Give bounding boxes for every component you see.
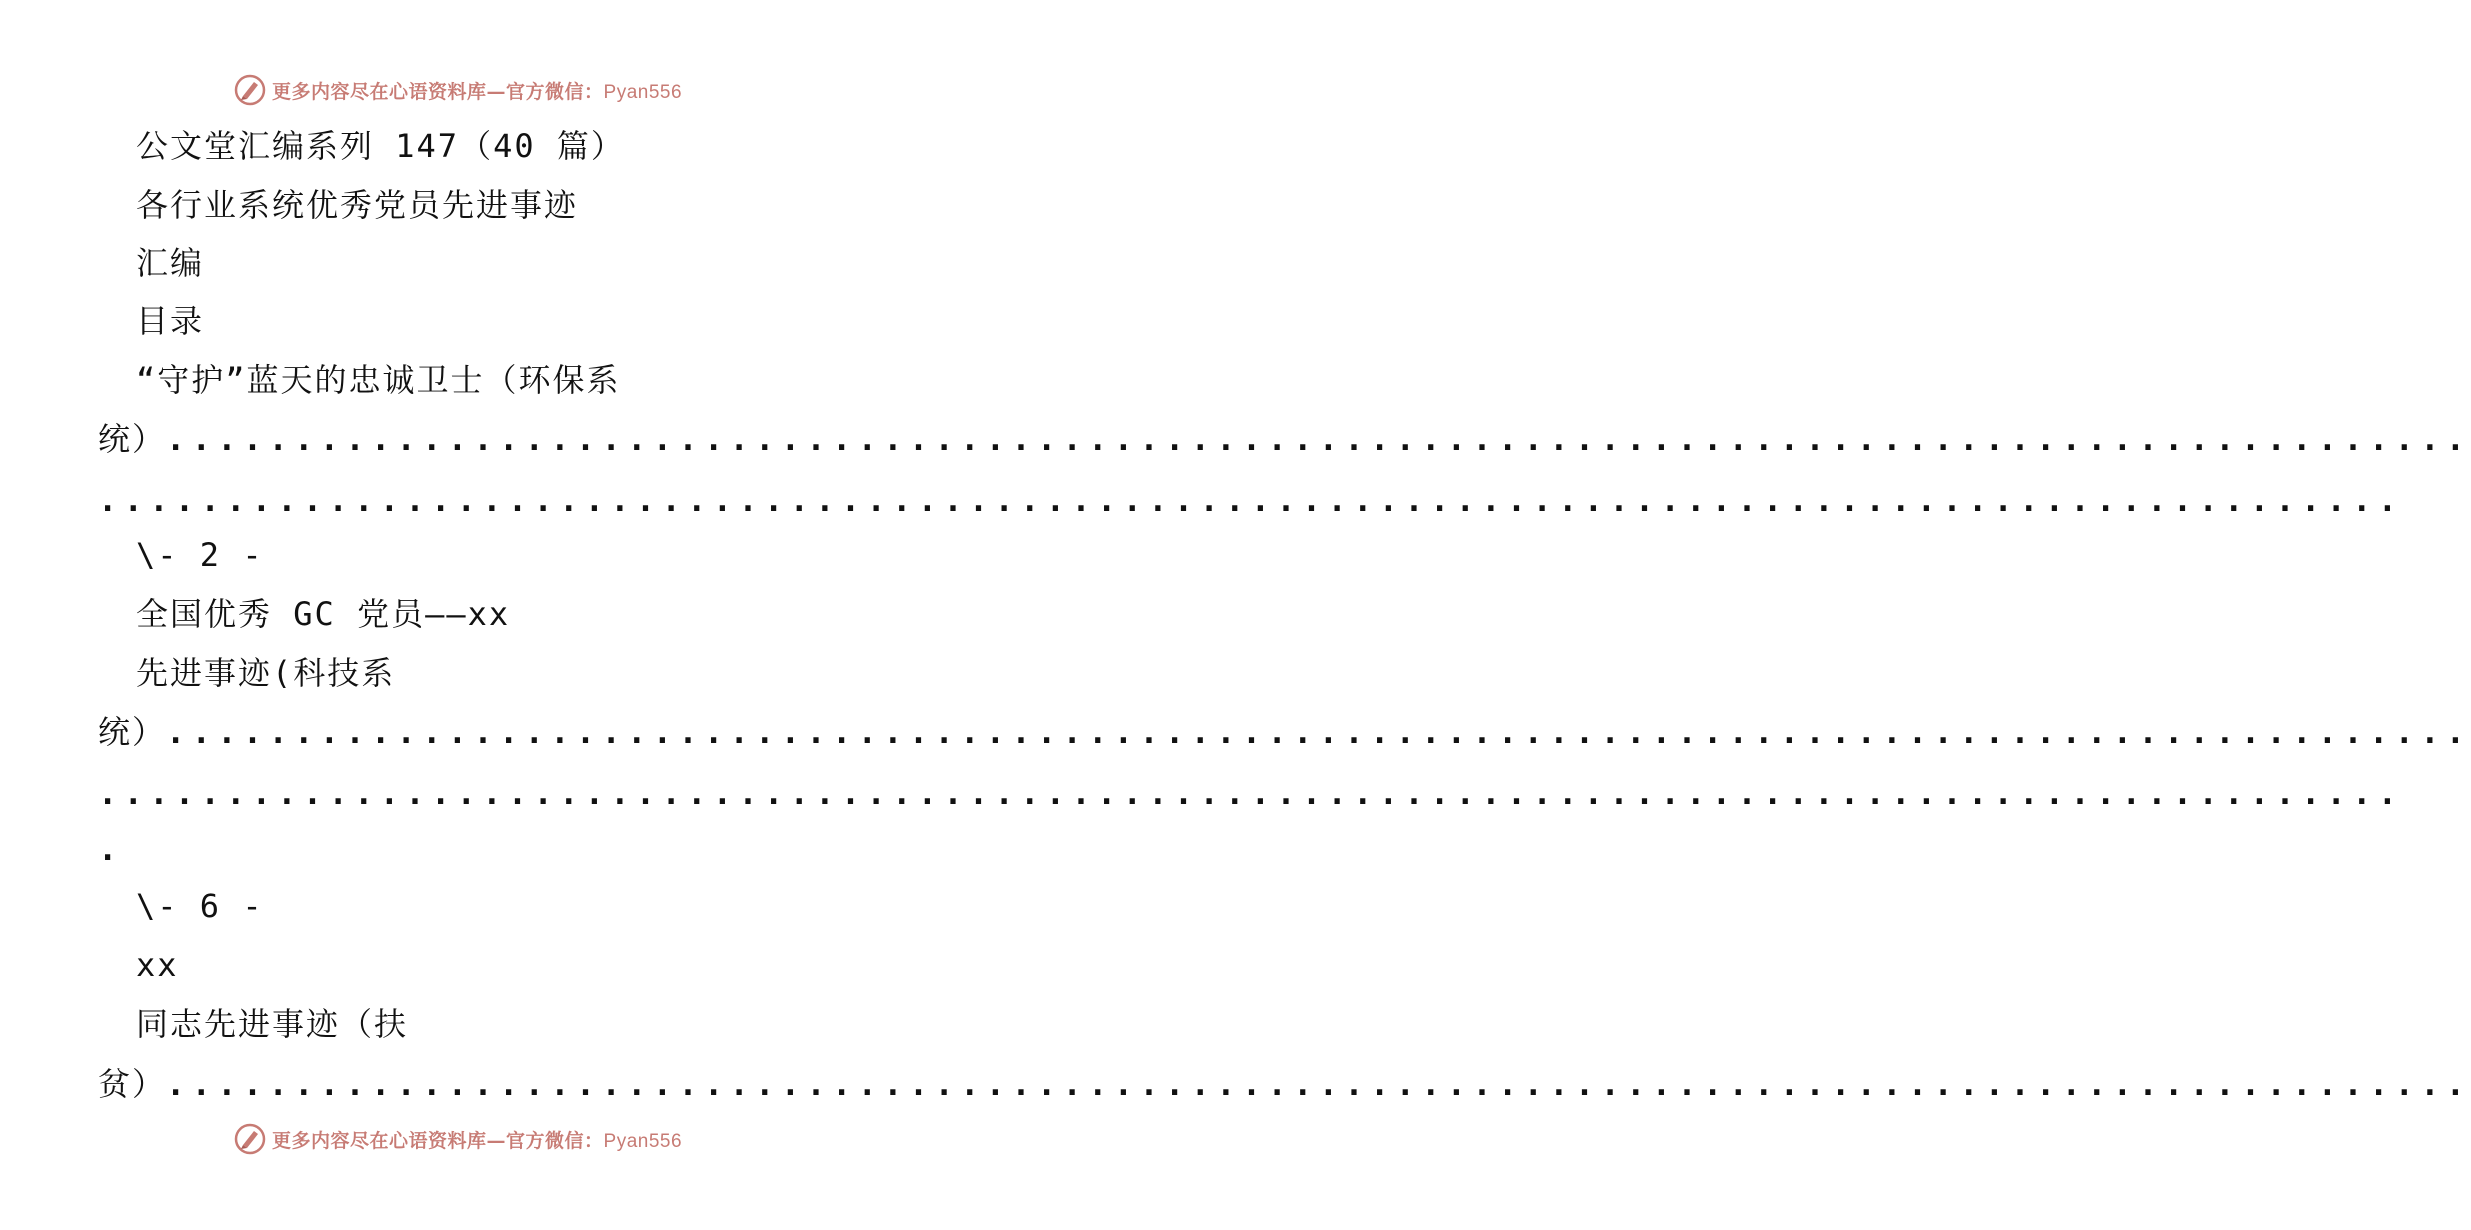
watermark-id: Pyan556 <box>603 1130 683 1152</box>
toc-entry-1-line-1: “守护”蓝天的忠诚卫士（环保系 <box>136 361 621 399</box>
toc-entry-3-line-3 <box>98 1064 2471 1104</box>
dot-leader: .......................................................................................... <box>166 1065 2471 1103</box>
dot-leader: .......................................................................................... <box>166 420 2471 458</box>
dot-leader-end: . <box>98 830 118 868</box>
toc-entry-2-line-3 <box>98 712 2471 752</box>
watermark-id: Pyan556 <box>603 81 683 103</box>
watermark-header <box>234 72 734 108</box>
toc-entry-3-line-2: 同志先进事迹（扶 <box>136 1005 409 1043</box>
toc-page-number-2: \- 6 - <box>136 887 264 925</box>
watermark-text: 更多内容尽在心语资料库—官方微信：Pyan556 <box>272 80 683 103</box>
watermark-logo-icon <box>234 1123 266 1155</box>
dot-leader-row <box>98 773 2404 813</box>
watermark-footer <box>234 1121 734 1157</box>
toc-page-number-1: \- 2 - <box>136 536 264 574</box>
toc-entry-1-tail: 统） <box>98 420 167 458</box>
toc-heading: 目录 <box>136 302 205 340</box>
toc-entry-2-line-2: 先进事迹(科技系 <box>136 654 396 692</box>
doc-title: 公文堂汇编系列 147（40 篇） <box>136 127 625 165</box>
dot-leader: .......................................................................................... <box>98 481 2404 519</box>
doc-subtitle-1: 各行业系统优秀党员先进事迹 <box>136 186 579 224</box>
dot-leader: .......................................................................................... <box>166 713 2471 751</box>
watermark-logo-icon <box>234 74 266 106</box>
watermark-text: 更多内容尽在心语资料库—官方微信：Pyan556 <box>272 1129 683 1152</box>
dot-leader: .......................................................................................... <box>98 774 2404 812</box>
toc-entry-2-tail: 统） <box>98 713 167 751</box>
toc-entry-3-line-1: xx <box>136 946 179 984</box>
toc-entry-1-line-2 <box>98 419 2471 459</box>
toc-entry-2-line-1: 全国优秀 GC 党员——xx <box>136 595 511 633</box>
dot-leader-row <box>98 480 2404 520</box>
toc-entry-3-tail: 贫） <box>98 1065 167 1103</box>
doc-subtitle-2: 汇编 <box>136 244 205 282</box>
